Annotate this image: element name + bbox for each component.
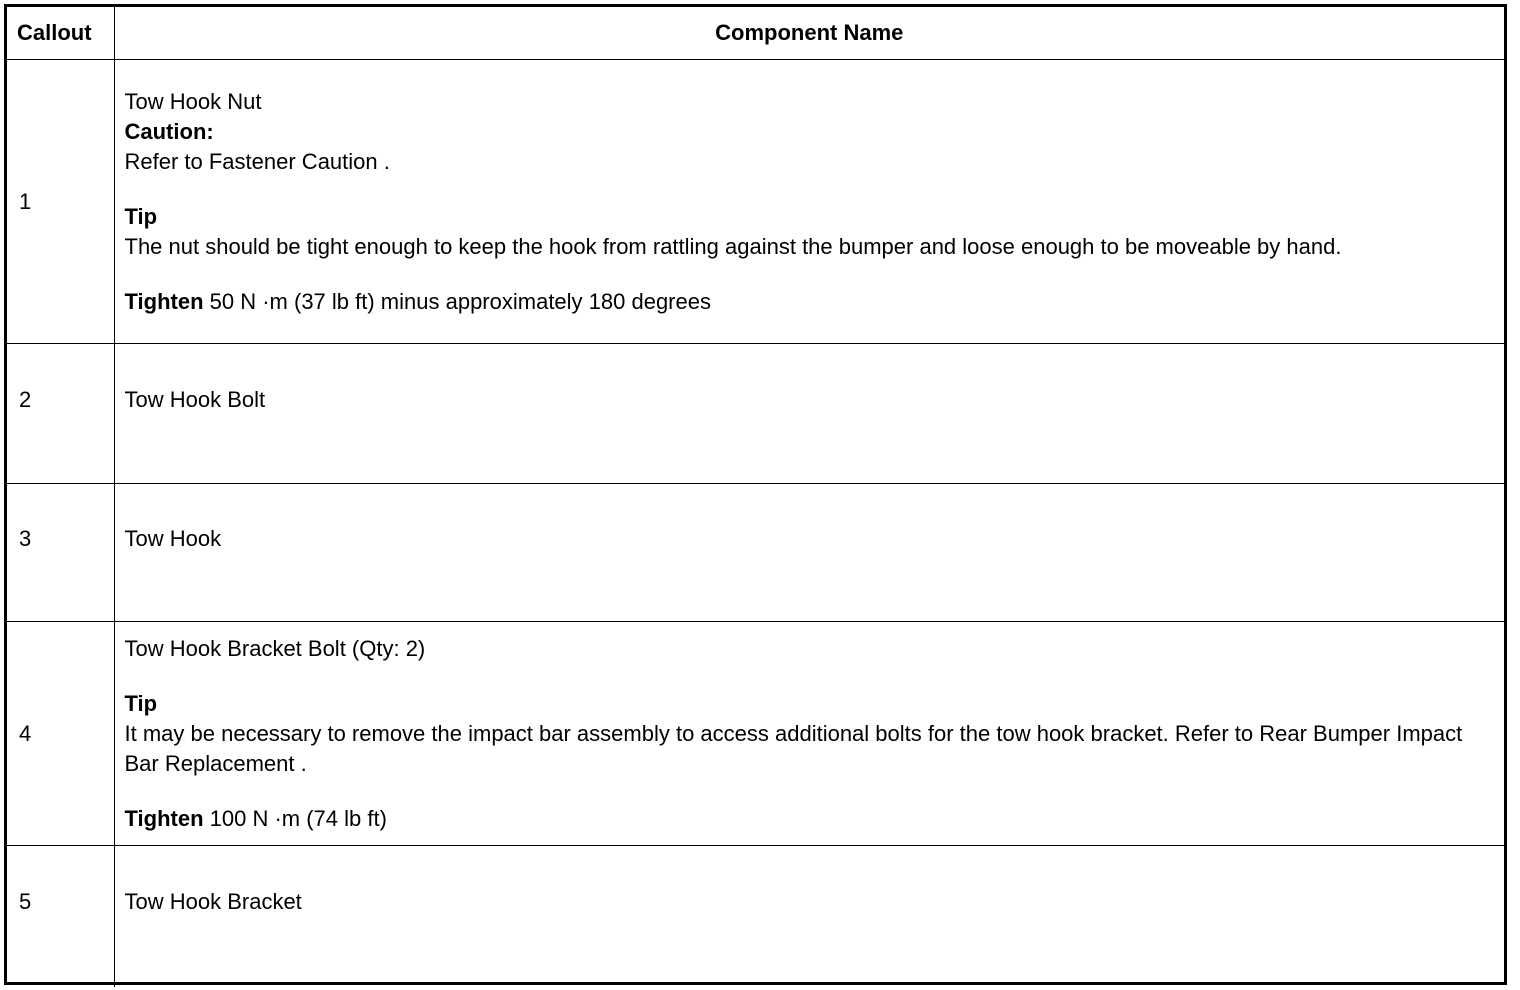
callout-number: 4 [7, 622, 114, 846]
tip-text: The nut should be tight enough to keep the hook from rattling against the bumper and loose enough to be moveable by hand. [124, 233, 1342, 259]
spacer [125, 664, 1485, 689]
caution-label: Caution: [124, 118, 214, 144]
table-row [7, 60, 1504, 344]
component-cell [114, 60, 1504, 344]
component-name: Tow Hook Bracket [124, 889, 302, 915]
table-row [7, 846, 1504, 987]
callout-number-text: 3 [19, 525, 32, 551]
header-row [7, 7, 1504, 60]
spacer [125, 177, 1485, 202]
spacer [125, 262, 1485, 287]
tighten-spec [125, 804, 1485, 834]
tighten-spec [125, 287, 1485, 317]
component-name: Tow Hook [124, 525, 222, 551]
tip-label: Tip [124, 203, 158, 229]
component-table [4, 4, 1507, 985]
component-name: Tow Hook Nut [124, 88, 262, 114]
callout-number [7, 846, 114, 987]
component-cell [114, 484, 1504, 622]
tip-label: Tip [124, 690, 158, 716]
callout-number [7, 344, 114, 484]
component-cell [114, 846, 1504, 987]
caution-text: Refer to Fastener Caution . [124, 148, 390, 174]
component-name: Tow Hook Bracket Bolt (Qty: 2) [124, 635, 426, 661]
table-row [7, 622, 1504, 846]
tip-text: It may be necessary to remove the impact bar assembly to access additional bolts for the tow hook bracket. Refer to Rear Bumper Impact Bar Replacement . [124, 720, 1463, 776]
callout-number-text: 5 [19, 889, 32, 915]
callout-number-text: 2 [19, 386, 32, 412]
tighten-text: 100 N ·m (74 lb ft) [203, 805, 387, 831]
component-cell [114, 622, 1504, 846]
table-row [7, 344, 1504, 484]
tighten-text: 50 N ·m (37 lb ft) minus approximately 180 degrees [203, 288, 711, 314]
table-row [7, 484, 1504, 622]
tighten-label: Tighten [124, 288, 204, 314]
component-name: Tow Hook Bolt [124, 386, 266, 412]
tighten-label: Tighten [124, 805, 204, 831]
component-cell [114, 344, 1504, 484]
header-component-name: Component Name [114, 7, 1504, 60]
callout-table [7, 7, 1504, 987]
spacer [125, 779, 1485, 804]
header-callout: Callout [7, 7, 114, 60]
callout-number: 1 [7, 60, 114, 344]
callout-number [7, 484, 114, 622]
